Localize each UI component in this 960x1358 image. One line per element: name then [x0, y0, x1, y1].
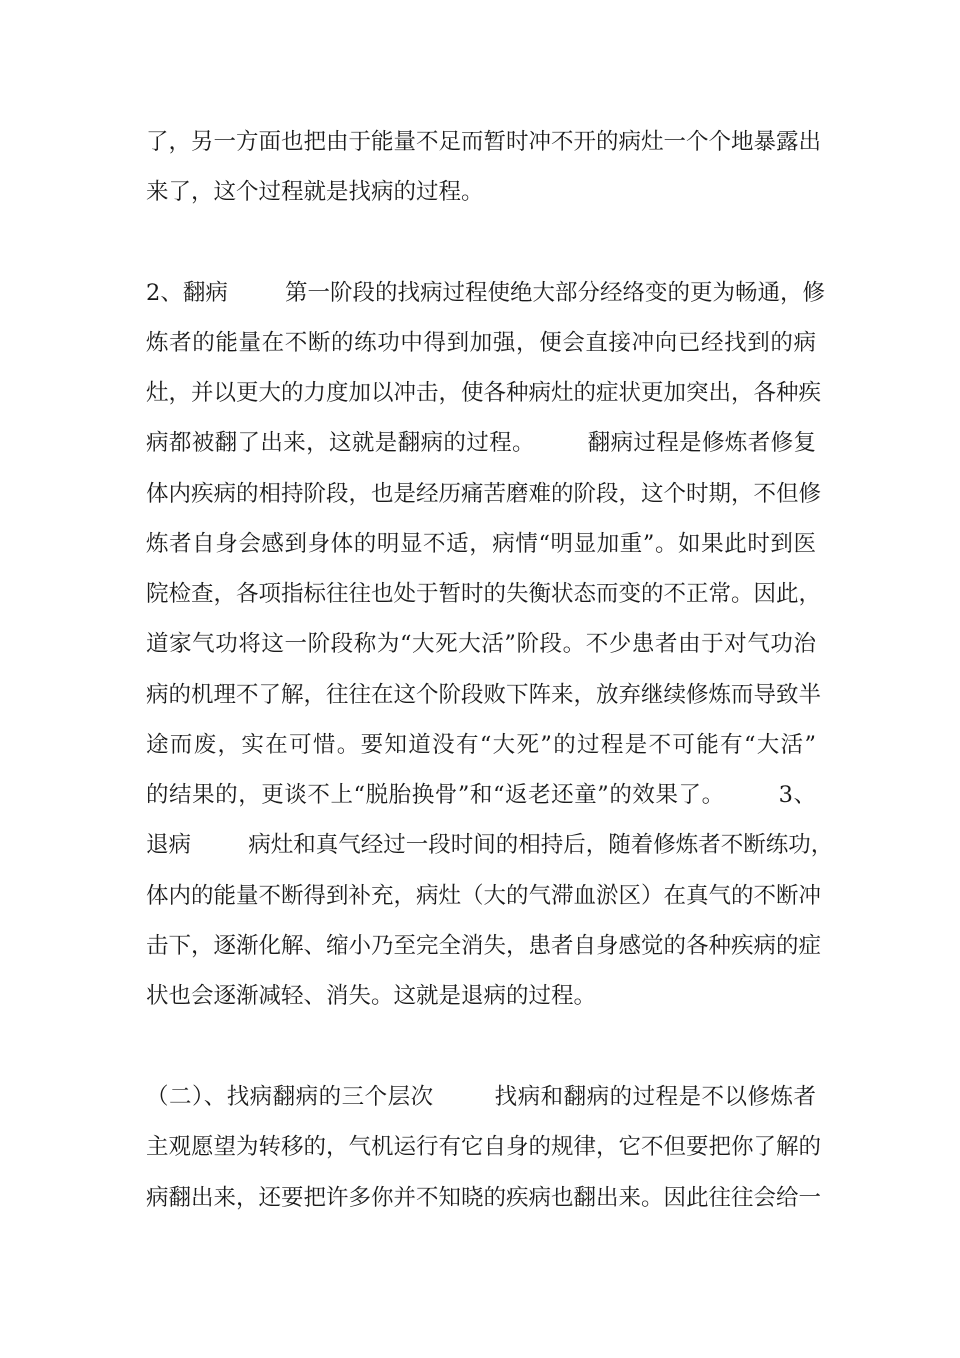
text-line: 体内的能量不断得到补充，病灶（大的气滞血淤区）在真气的不断冲	[146, 883, 822, 909]
text-line: 灶，并以更大的力度加以冲击，使各种病灶的症状更加突出，各种疾	[146, 380, 822, 406]
text-line: 途而废，实在可惜。要知道没有“大死”的过程是不可能有“大活”	[146, 732, 816, 758]
text-line: 道家气功将这一阶段称为“大死大活”阶段。不少患者由于对气功治	[146, 631, 816, 657]
text-line: 了，另一方面也把由于能量不足而暂时冲不开的病灶一个个地暴露出	[146, 129, 822, 155]
text-line: 院检查，各项指标往往也处于暂时的失衡状态而变的不正常。因此，	[146, 581, 822, 607]
text-line: 病的机理不了解，往往在这个阶段败下阵来，放弃继续修炼而导致半	[146, 682, 822, 708]
text-line: 炼者的能量在不断的练功中得到加强，便会直接冲向已经找到的病	[146, 330, 816, 356]
text-line: （二）、找病翻病的三个层次 找病和翻病的过程是不以修炼者	[146, 1084, 816, 1110]
text-line: 主观愿望为转移的，气机运行有它自身的规律，它不但要把你了解的	[146, 1134, 822, 1160]
text-line: 来了，这个过程就是找病的过程。	[146, 179, 484, 205]
text-line: 体内疾病的相持阶段，也是经历痛苦磨难的阶段，这个时期，不但修	[146, 481, 822, 507]
text-line: 的结果的，更谈不上“脱胎换骨”和“返老还童”的效果了。 3、	[146, 782, 816, 808]
text-line: 退病 病灶和真气经过一段时间的相持后，随着修炼者不断练功，	[146, 832, 834, 858]
text-line: 病都被翻了出来，这就是翻病的过程。 翻病过程是修炼者修复	[146, 430, 816, 456]
text-line: 2、翻病 第一阶段的找病过程使绝大部分经络变的更为畅通，修	[146, 280, 826, 306]
text-line: 炼者自身会感到身体的明显不适，病情“明显加重”。如果此时到医	[146, 531, 816, 557]
text-line: 状也会逐渐减轻、消失。这就是退病的过程。	[146, 983, 597, 1009]
text-line: 病翻出来，还要把许多你并不知晓的疾病也翻出来。因此往往会给一	[146, 1185, 822, 1211]
text-line: 击下，逐渐化解、缩小乃至完全消失，患者自身感觉的各种疾病的症	[146, 933, 822, 959]
